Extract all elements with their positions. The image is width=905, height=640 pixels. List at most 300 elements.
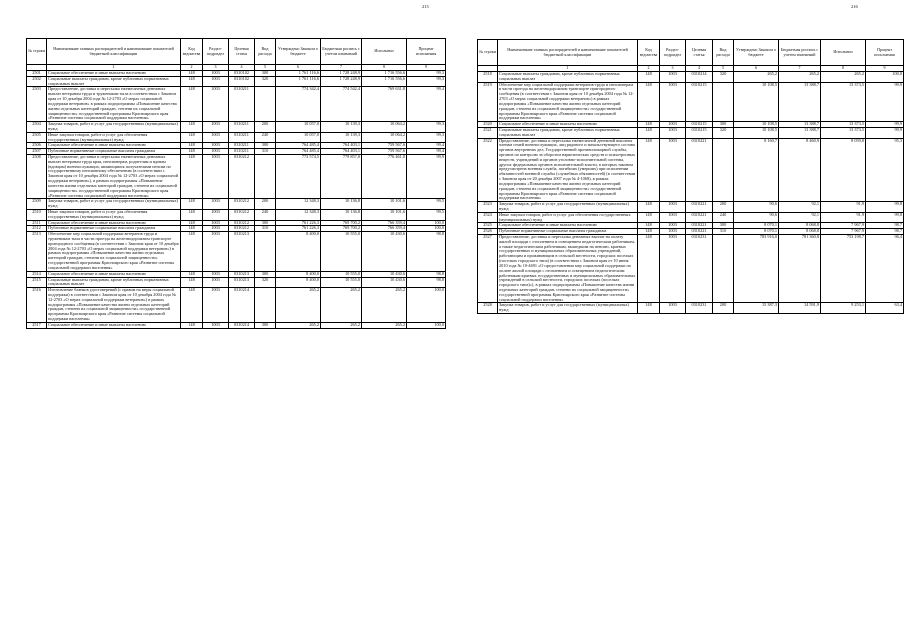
header-approved: Утверждено Законом о бюджете [276,39,321,65]
row-target: 0310221 [686,223,713,229]
row-exec: 10 064,2 [362,122,407,133]
row-approved: 90,6 [734,212,779,223]
column-number: 7 [321,65,362,71]
column-number: 5 [255,65,276,71]
row-pct: 99,3 [407,132,446,143]
row-kind [713,138,734,202]
row-section: 1003 [203,87,229,122]
row-kind: 300 [255,271,276,277]
row-code: 148 [638,72,660,83]
row-pct: 99,9 [866,122,904,128]
row-approved: 8 400,0 [276,232,321,272]
row-name: Обеспечение мер социальной поддержки ветеранов труда и труженикам тыла в части проезда на железнодорожном транспорте пригородного сообщения (в соответствии с Законом края от 10 декабря 2004 года № 12-2703 «О мерах социальной поддержки ветеранов») в рамках подпрограммы «Повышение качества жизни отдельных категорий граждан, степени их социальной защищенности» государственной программы Красноярского края «Развитие системы социальной поддержки населения» [48,231,179,270]
row-section: 1003 [660,202,686,213]
row-kind: 300 [713,223,734,229]
row-pct: 99,9 [866,82,904,122]
row-pct: 99,4 [407,87,446,122]
row-pct: 100,0 [407,220,446,226]
row-target: 0310221 [686,229,713,235]
column-number: 4 [686,66,713,72]
row-number: 2524 [478,212,498,223]
row-number: 2503 [27,87,47,122]
row-name: Закупка товаров, работ и услуг для государственных (муниципальных) нужд [47,199,181,210]
table-row [478,138,904,202]
row-number: 2522 [478,138,498,202]
row-name: Предоставление, доставка и пересылка ежемесячной денежной выплаты членам семей военнослужащих, лиц рядового и начальствующего состава органов внутренних дел, Государственной противопожарной службы, органов по контролю за оборотом наркотических средств и психотропных веществ, учреждений и органов уголовно-исполнительной системы, других федеральных органов исполнительной власти, в которых законом предусмотрена военная служба, погибших (умерших) при исполнении обязанностей военной службы (служебных обязанностей) (в соответствии с Законом края от 20 декабря 2007 года № 4-1068), в рамках подпрограммы «Повышение качества жизни отдельных категорий граждан, степени их социальной защищенности» государственной программы Красноярского края «Развитие системы социальной поддержки населения» [498,138,638,202]
row-kind: 200 [713,303,734,314]
row-number: 2519 [478,82,498,122]
row-target: 0310221 [686,202,713,213]
row-code: 148 [638,202,660,213]
row-budget: 10 555,0 [321,277,362,288]
row-budget: 10 555,0 [321,271,362,277]
row-pct: 98,7 [866,229,904,235]
row-kind [713,235,734,303]
row-budget: 769 700,2 [321,220,362,226]
row-name: Закупка товаров, работ и услуг для государственных (муниципальных) нужд [498,202,638,213]
row-section: 1003 [203,143,229,149]
column-number: 4 [229,65,255,71]
row-name: Социальное обеспечение и иные выплаты населению [498,223,638,229]
table-row [27,322,446,328]
row-budget: 779 857,0 [321,155,362,199]
row-exec: 769 631,8 [362,87,407,122]
row-kind: 310 [255,226,276,232]
column-number: 6 [276,65,321,71]
header-pct: Процент исполнения [407,39,446,65]
row-number: 2511 [27,220,47,226]
row-budget: 10 136,8 [321,199,362,210]
page-number: 215 [422,4,429,9]
row-kind: 240 [713,212,734,223]
row-kind [255,232,276,272]
row-budget: 13 388,7 [779,82,821,122]
row-number: 2528 [478,303,498,314]
row-section: 1003 [660,212,686,223]
row-code: 148 [638,127,660,138]
row-exec: 8 059,8 [821,138,866,202]
table-body [478,72,904,314]
row-name: Предоставление, доставка и пересылка ежемесячных денежных выплат ветеранам труда и труженикам тыла в соответствии с Законом края от 10 декабря 2004 года № 12-2703 «О мерах социальной поддержки ветеранов» в рамках подпрограммы «Повышение качества жизни отдельных категорий граждан, степени их социальной защищенности» государственной программы Красноярского края «Развитие системы социальной поддержки населения» [47,87,181,122]
row-approved: 774 342,4 [276,87,321,122]
row-approved: 265,2 [276,322,321,328]
row-budget: 8 068,8 [779,223,821,229]
row-kind [713,82,734,122]
row-exec: 91,9 [821,212,866,223]
row-pct: 99,5 [407,209,446,220]
row-exec: 1 716 556,6 [362,71,407,77]
row-section: 1003 [203,322,229,328]
row-budget: 13 388,7 [779,122,821,128]
row-name: Публичные нормативные социальные выплаты гражданам [47,226,181,232]
row-pct: 99,8 [866,202,904,213]
row-name: Социальное обеспечение и иные выплаты населению [47,143,181,149]
row-section: 1003 [203,149,229,155]
row-number: 2525 [478,223,498,229]
row-kind: 300 [255,143,276,149]
row-budget: 265,2 [321,322,362,328]
row-section: 1003 [203,277,229,288]
row-exec: 7 967,9 [821,223,866,229]
row-approved: 764 485,4 [276,149,321,155]
column-number: 8 [362,65,407,71]
row-kind: 240 [255,132,276,143]
row-code: 148 [181,209,203,220]
row-number: 2501 [27,71,47,77]
document-page-left [0,0,452,640]
row-target: 0310102 [229,71,255,77]
row-pct: 99,4 [407,143,446,149]
row-pct: 99,9 [407,155,446,199]
row-section: 1003 [660,229,686,235]
header-code: Код ведомства [181,39,203,65]
row-exec: 9 253,1 [821,303,866,314]
column-number: 9 [407,65,446,71]
row-budget: 8 068,8 [779,229,821,235]
row-budget: 1 728 248,9 [321,71,362,77]
table-body [27,71,446,329]
row-exec: 10 430,6 [362,232,407,272]
row-name: Иные закупки товаров, работ и услуг для обеспечения государственных (муниципальных) нужд [47,132,181,143]
row-target: 0310211 [229,149,255,155]
column-number: 2 [638,66,660,72]
row-exec: 265,2 [362,322,407,328]
row-code: 148 [638,122,660,128]
row-budget: 764 403,1 [321,143,362,149]
row-exec: 265,2 [821,72,866,83]
row-pct: 99,3 [407,76,446,87]
row-code: 148 [181,132,203,143]
row-kind: 300 [255,322,276,328]
row-exec: 265,2 [362,288,407,323]
row-name: Иные закупки товаров, работ и услуг для обеспечения государственных (муниципальных) нужд [47,209,181,220]
header-row-no: № строки [478,40,498,66]
row-number: 2508 [27,155,47,199]
row-budget: 10 139,3 [321,132,362,143]
header-budget: Бюджетная роспись с учетом изменений [779,40,821,66]
row-pct: 98,7 [866,223,904,229]
row-approved: 8 070,1 [734,223,779,229]
row-exec: 753 198,7 [821,235,866,303]
row-target: 0310231 [686,235,713,303]
row-budget: 13 388,7 [779,127,821,138]
column-number: 7 [779,66,821,72]
row-name: Закупка товаров, работ и услуг для государственных (муниципальных) нужд [498,303,638,314]
row-section: 1003 [203,232,229,272]
row-approved: 761 226,3 [276,220,321,226]
row-section: 1003 [660,303,686,314]
row-code: 148 [181,87,203,122]
row-budget: 10 555,0 [321,232,362,272]
row-approved: 761 226,3 [276,226,321,232]
table-row [478,235,904,303]
header-name: Наименование главных распорядителей и наименование показателей бюджетной классификации [498,40,638,66]
row-pct: 98,8 [407,232,446,272]
header-exec: Исполнено [362,39,407,65]
row-exec: 7 967,9 [821,229,866,235]
row-budget: 265,2 [779,72,821,83]
row-exec: 91,9 [821,202,866,213]
row-exec: 13 373,5 [821,82,866,122]
row-target: 0310215 [686,127,713,138]
row-approved: 783 916,0 [734,235,779,303]
row-name: Предоставление, доставка и пересылка денежных выплат на оплату жилой площади с отоплением и освещением педагогическим работникам, а также педагогическим работникам, вышедшим на пенсию, краевых государственных и муниципальных образовательных учреждений, работающим и проживающим в сельской местности, городских поселках (поселках городского типа) (в соответствии с Законом края от 10 июня 2010 года № 10-4691 «О предоставлении мер социальной поддержки по оплате жилой площади с отоплением и освещением педагогическим работникам краевых государственных и муниципальных образовательных учреждений в сельской местности, городских поселках (поселках городского типа)»), в рамках подпрограммы «Повышение качества жизни отдельных категорий граждан, степени их социальной защищенности» государственной программы Красноярского края «Развитие системы социальной поддержки населения» [498,235,638,303]
row-target: 0310213 [229,277,255,288]
header-kind: Вид расхода [255,39,276,65]
row-number: 2507 [27,149,47,155]
row-exec: 10 430,6 [362,271,407,277]
row-number: 2506 [27,143,47,149]
row-approved: 1 761 116,6 [276,76,321,87]
row-budget: 14 591,9 [779,303,821,314]
column-number: 2 [181,65,203,71]
row-section: 1003 [203,288,229,323]
row-section: 1003 [203,155,229,199]
header-approved: Утверждено Законом о бюджете [734,40,779,66]
row-code: 148 [181,76,203,87]
row-target: 0310213 [229,232,255,272]
page-number: 216 [851,4,858,9]
row-approved: 10 057,0 [276,132,321,143]
row-pct: 99,3 [407,122,446,133]
row-name: Иные закупки товаров, работ и услуг для обеспечения государственных (муниципальных) нужд [498,212,638,223]
row-name: Социальное обеспечение и иные выплаты населению [498,122,638,128]
row-pct: 100,0 [866,72,904,83]
table-row [478,82,904,122]
table-header-row [27,39,446,65]
row-name: Социальное обеспечение и иные выплаты населению [47,71,181,77]
row-name: Публичные нормативные социальные выплаты гражданам [47,149,181,155]
row-section: 1003 [660,122,686,128]
row-code: 148 [638,303,660,314]
row-kind [255,155,276,199]
row-exec: 10 101,6 [362,199,407,210]
column-number: 5 [713,66,734,72]
row-kind: 320 [255,277,276,288]
row-approved: 12 348,3 [276,209,321,220]
row-number: 2504 [27,122,47,133]
row-name: Предоставление, доставка и пересылка ежемесячных денежных выплат ветеранам труда края, пенсионерам, родителям и вдовам (вдовцам) военнослужащих, являющимся получателями пенсии по государственному пенсионному обеспечению (в соответствии с Законом края от 10 декабря 2004 года № 12-2703 «О мерах социальной поддержки ветеранов»), в рамках подпрограммы «Повышение качества жизни отдельных категорий граждан, степени их социальной защищенности» государственной программы Красноярского края «Развитие системы социальной поддержки населения» [47,155,181,199]
table-row [27,132,446,143]
row-budget: 92,1 [779,212,821,223]
row-section: 1003 [203,122,229,133]
row-pct: 63,4 [866,303,904,314]
row-code: 148 [181,277,203,288]
row-name: Социальное обеспечение и иные выплаты населению [47,220,181,226]
row-name: Обеспечение мер социальной поддержки ветеранов труда и пенсионерам в части проезда на железнодорожном транспорте пригородного сообщения (в соответствии с Законом края от 10 декабря 2004 года № 12-2703 «О мерах социальной поддержки ветеранов») в рамках подпрограммы «Повышение качества жизни отдельных категорий граждан, степени их социальной защищенности» государственной программы Красноярского края «Развитие системы социальной поддержки населения» [498,82,638,122]
row-kind: 200 [255,122,276,133]
row-approved: 8 070,1 [734,229,779,235]
row-number: 2514 [27,271,47,277]
row-exec: 766 359,4 [362,220,407,226]
table-row [27,209,446,220]
row-code: 148 [181,143,203,149]
row-pct: 99,8 [866,212,904,223]
row-code: 148 [181,122,203,133]
row-number: 2526 [478,229,498,235]
row-approved: 1 761 116,6 [276,71,321,77]
table-row [27,76,446,87]
document-page-right [452,0,905,640]
row-number: 2509 [27,199,47,210]
header-code: Код ведомства [638,40,660,66]
row-exec: 759 567,6 [362,143,407,149]
header-pct: Процент исполнения [866,40,904,66]
row-approved: 10 108,5 [734,127,779,138]
row-target: 0310212 [229,155,255,199]
row-pct: 95,3 [866,138,904,202]
row-exec: 759 567,6 [362,149,407,155]
row-pct: 100,0 [407,226,446,232]
row-code: 148 [181,232,203,272]
row-budget: 769 700,2 [321,226,362,232]
row-target: 0310212 [229,209,255,220]
row-target: 0310215 [686,82,713,122]
row-code: 148 [638,223,660,229]
row-target: 0310214 [686,72,713,83]
row-target: 0310213 [229,271,255,277]
row-pct: 99,9 [866,127,904,138]
column-number: 8 [821,66,866,72]
row-approved: 90,6 [734,202,779,213]
row-name: Социальное обеспечение и иные выплаты населению [47,322,181,328]
table-row [478,303,904,314]
row-code: 148 [181,149,203,155]
row-budget: 781 360,8 [779,235,821,303]
header-target: Целевая статья [229,39,255,65]
row-target: 0310212 [229,220,255,226]
row-section: 1003 [660,223,686,229]
row-approved: 10 057,0 [276,122,321,133]
row-approved: 10 108,5 [734,82,779,122]
row-section: 1003 [660,138,686,202]
row-pct: 100,0 [407,288,446,323]
row-target: 0310102 [229,76,255,87]
row-approved: 8 400,0 [276,277,321,288]
column-number: 9 [866,66,904,72]
header-kind: Вид расхода [713,40,734,66]
row-target: 0310211 [229,132,255,143]
row-number: 2513 [27,232,47,272]
header-row-no: № строки [27,39,47,65]
row-number: 2527 [478,235,498,303]
row-approved: 8 160,7 [734,138,779,202]
row-budget: 8 460,9 [779,138,821,202]
row-kind [255,288,276,323]
column-number: 3 [203,65,229,71]
row-budget: 774 542,4 [321,87,362,122]
header-section: Раздел-подраздел [203,39,229,65]
row-name: Публичные нормативные социальные выплаты гражданам [498,229,638,235]
table-row [27,87,446,122]
row-budget: 1 728 248,9 [321,76,362,87]
row-pct: 99,5 [407,199,446,210]
row-kind [255,87,276,122]
table-row [27,277,446,288]
row-code: 148 [181,322,203,328]
row-number: 2502 [27,76,47,87]
column-number: 1 [47,65,181,71]
row-section: 1003 [660,235,686,303]
row-exec: 766 359,4 [362,226,407,232]
row-section: 1003 [660,72,686,83]
row-kind: 320 [713,127,734,138]
row-section: 1003 [203,209,229,220]
row-approved: 265,2 [276,288,321,323]
row-section: 1003 [203,220,229,226]
row-kind: 320 [713,72,734,83]
header-section: Раздел-подраздел [660,40,686,66]
row-target: 0310211 [229,87,255,122]
row-code: 148 [638,235,660,303]
row-number: 2516 [27,288,47,323]
table-row [478,202,904,213]
row-pct: 100,0 [407,322,446,328]
row-code: 148 [638,138,660,202]
row-section: 1003 [660,127,686,138]
table-row [478,72,904,83]
row-exec: 10 101,6 [362,209,407,220]
row-number: 2510 [27,209,47,220]
row-name: Закупка товаров, работ и услуг для государственных (муниципальных) нужд [47,122,181,133]
row-section: 1003 [203,199,229,210]
row-code: 148 [638,229,660,235]
row-code: 148 [181,71,203,77]
row-target: 0310215 [686,122,713,128]
row-name: Социальные выплаты гражданам, кроме публичных нормативных социальных выплат [47,76,181,87]
row-number: 2505 [27,132,47,143]
row-pct: 98,8 [407,271,446,277]
row-kind: 300 [713,122,734,128]
row-name: Социальные выплаты гражданам, кроме публичных нормативных социальных выплат [498,72,638,83]
table-row [27,199,446,210]
row-exec: 10 430,6 [362,277,407,288]
header-exec: Исполнено [821,40,866,66]
row-number: 2521 [478,127,498,138]
row-target: 0310221 [686,212,713,223]
row-kind: 200 [255,199,276,210]
column-number: 3 [660,66,686,72]
row-section: 1003 [203,132,229,143]
row-code: 148 [638,212,660,223]
row-target: 0310221 [686,138,713,202]
row-target: 0310231 [686,303,713,314]
column-number: 6 [734,66,779,72]
table-header-row [478,40,904,66]
row-number: 2523 [478,202,498,213]
row-code: 148 [181,199,203,210]
row-budget: 10 136,8 [321,209,362,220]
row-exec: 13 373,5 [821,122,866,128]
row-approved: 8 400,0 [276,271,321,277]
row-kind: 240 [255,209,276,220]
row-kind: 300 [255,71,276,77]
row-code: 148 [181,271,203,277]
row-approved: 265,2 [734,72,779,83]
row-pct: 99,3 [407,71,446,77]
row-kind: 310 [713,229,734,235]
row-code: 148 [181,220,203,226]
row-code: 148 [638,82,660,122]
row-kind: 320 [255,76,276,87]
table-row [27,122,446,133]
row-target: 0310211 [229,143,255,149]
row-name: Социальные выплаты гражданам, кроме публичных нормативных социальных выплат [47,277,181,288]
table-row [478,127,904,138]
row-approved: 773 574,5 [276,155,321,199]
row-exec: 1 716 556,6 [362,76,407,87]
row-approved: 10 108,5 [734,122,779,128]
